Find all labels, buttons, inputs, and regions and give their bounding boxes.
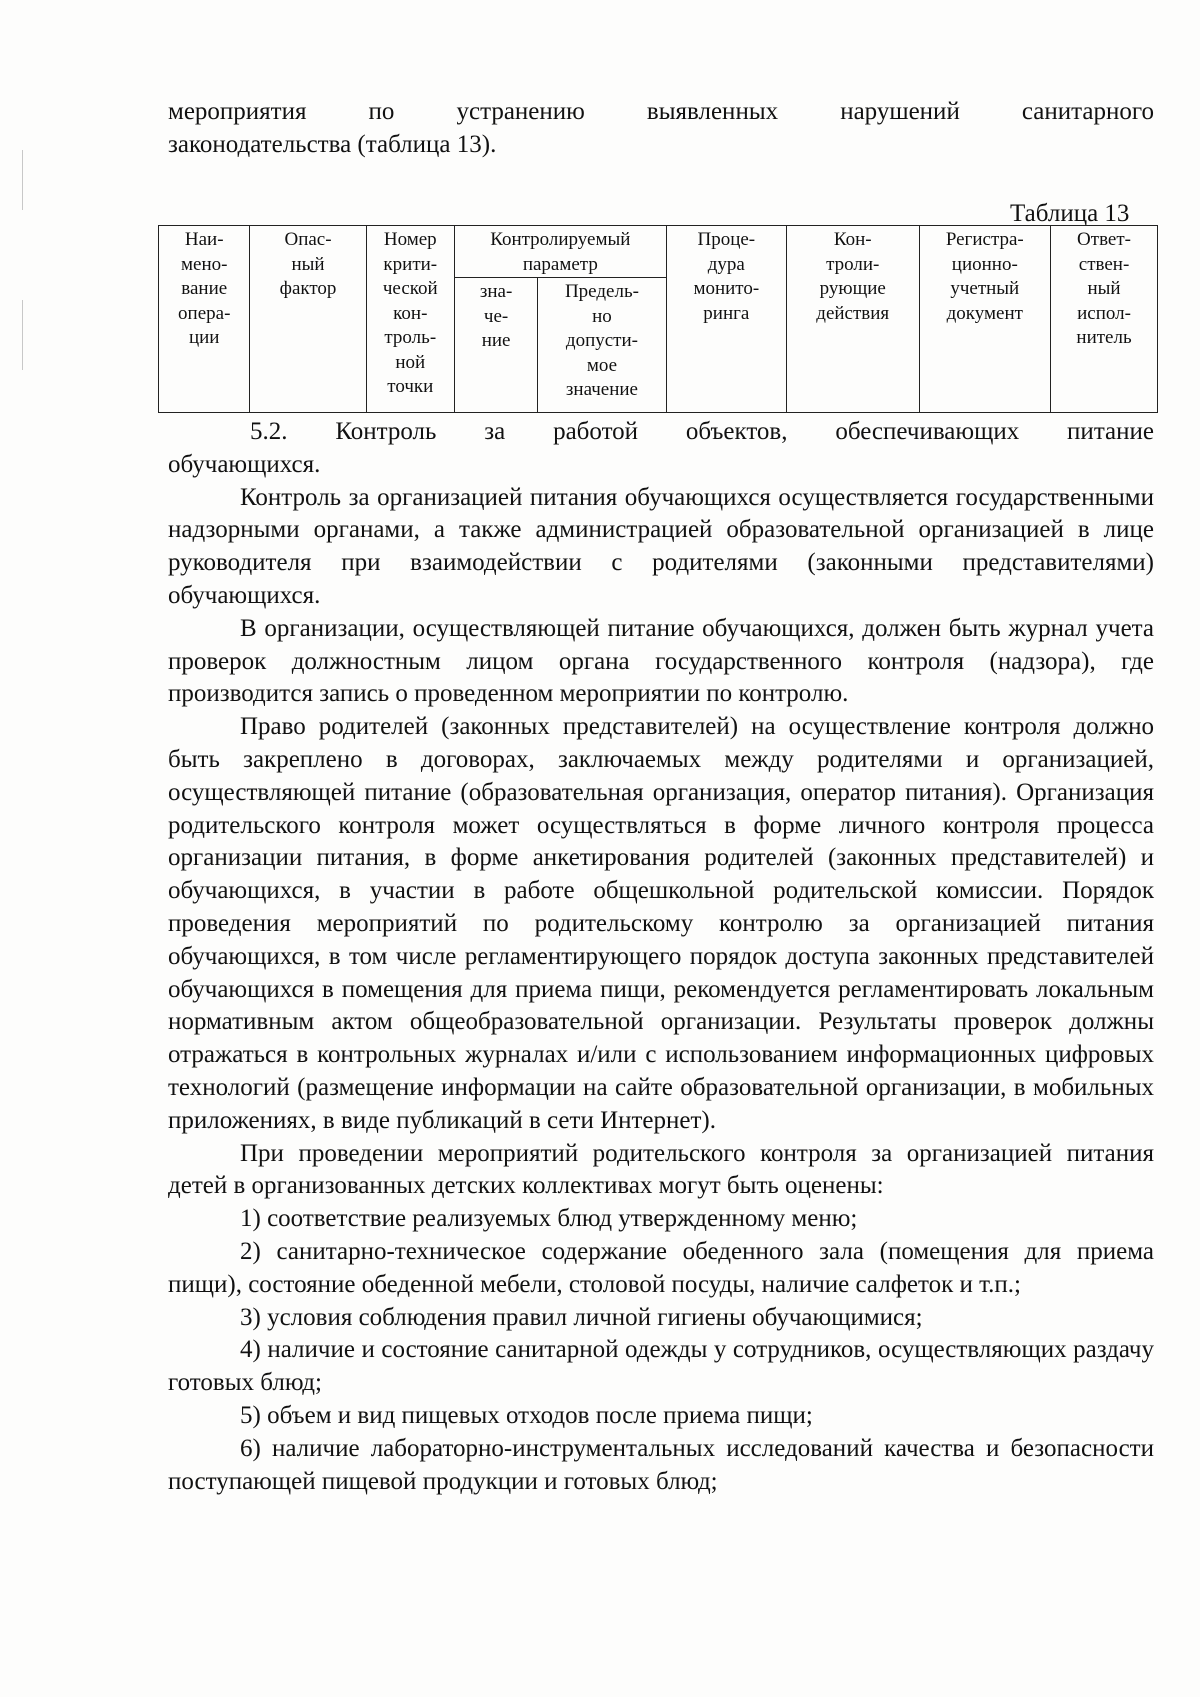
header-monitoring-procedure: Проце- дура монито- ринга xyxy=(666,226,786,413)
list-item: 6) наличие лабораторно-инструментальных исследований качества и безопасности поступающей пищевой продукции и готовых блюд; xyxy=(168,1434,1154,1495)
table-13 xyxy=(158,225,1158,413)
section-5-2 xyxy=(168,416,1154,1498)
intro-line-2: законодательства (таблица 13). xyxy=(168,130,497,158)
paragraph-2: В организации, осуществляющей питание обучающихся, должен быть журнал учета проверок должностным лицом органа государственного контроля (надзора), где производится запись о проведенном мероприятии по контролю. xyxy=(168,614,1154,708)
header-operation-name: Наи- мено- вание опера- ции xyxy=(159,226,250,413)
list-item: 2) санитарно-техническое содержание обеденного зала (помещения для приема пищи), состояние обеденной мебели, столовой посуды, наличие салфеток и т.п.; xyxy=(168,1237,1154,1298)
header-record-document: Регистра- ционно- учетный документ xyxy=(919,226,1051,413)
section-heading-cont: обучающихся. xyxy=(168,450,321,478)
intro-line-1: мероприятия по устранению выявленных нарушений санитарного xyxy=(168,98,1154,125)
table-caption: Таблица 13 xyxy=(1010,200,1130,227)
list-item: 3) условия соблюдения правил личной гигиены обучающимися; xyxy=(240,1303,923,1331)
paragraph-3: Право родителей (законных представителей) на осуществление контроля должно быть закреплено в договорах, заключаемых между родителями и организацией, осуществляющей питание (образовательная организация, оператор питания). Организация родительского контроля может осуществляться в форме личного контроля процесса организации питания, в форме анкетирования родителей (законных представителей) и обучающихся, в участии в работе общешкольной родительской комиссии. Порядок проведения мероприятий по родительскому контролю за организацией питания обучающихся, в том числе регламентирующего порядок доступа законных представителей обучающихся в помещения для приема пищи, рекомендуется регламентировать локальным нормативным актом общеобразовательной организации. Результаты проверок должны отражаться в контрольных журналах и/или с использованием информационных цифровых технологий (размещение информации на сайте образовательной организации, в мобильных приложениях, в виде публикаций в сети Интернет). xyxy=(168,713,1154,1134)
list-item: 1) соответствие реализуемых блюд утвержденному меню; xyxy=(240,1205,858,1233)
scan-margin-line xyxy=(22,300,23,370)
intro-paragraph xyxy=(168,96,1154,162)
scan-margin-line xyxy=(22,150,23,210)
paragraph-1: Контроль за организацией питания обучающихся осуществляется государственными надзорными органами, а также администрацией образовательной организацией в лице руководителя при взаимодействии с родителями (законными представителями) обучающихся. xyxy=(168,483,1154,609)
header-hazard: Опас- ный фактор xyxy=(250,226,366,413)
header-control-actions: Кон- троли- рующие действия xyxy=(786,226,919,413)
header-responsible: Ответ- ствен- ный испол- нитель xyxy=(1051,226,1158,413)
list-item: 5) объем и вид пищевых отходов после приема пищи; xyxy=(240,1401,813,1429)
header-value: зна- че- ние xyxy=(454,278,537,413)
header-limit-value: Предель- но допусти- мое значение xyxy=(538,278,666,413)
header-ccp-number: Номер крити- ческой кон- троль- ной точки xyxy=(366,226,454,413)
paragraph-4: При проведении мероприятий родительского контроля за организацией питания детей в организованных детских коллективах могут быть оценены: xyxy=(168,1139,1154,1200)
header-controlled-parameter: Контролируемый параметр xyxy=(454,226,666,278)
list-item: 4) наличие и состояние санитарной одежды у сотрудников, осуществляющих раздачу готовых блюд; xyxy=(168,1336,1154,1397)
section-heading: 5.2. Контроль за работой объектов, обеспечивающих питание xyxy=(250,418,1154,445)
